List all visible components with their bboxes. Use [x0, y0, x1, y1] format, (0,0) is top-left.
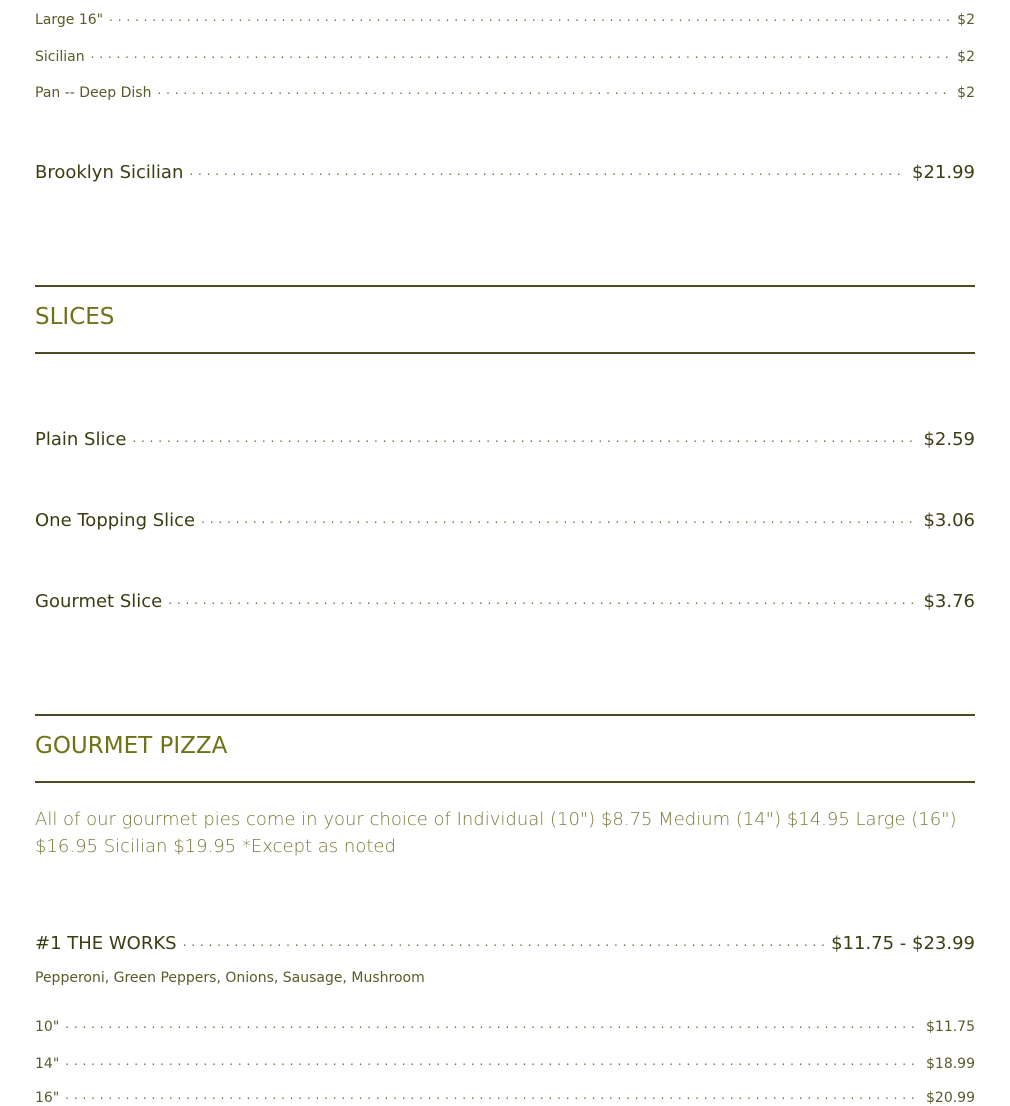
dot-leader [65, 1088, 920, 1102]
item-price: $3.76 [923, 591, 975, 612]
dot-leader [183, 931, 826, 949]
menu-item-gourmet-slice [35, 589, 975, 612]
dot-leader [157, 83, 951, 97]
menu-item-one-topping-slice [35, 508, 975, 531]
size-name: 10" [35, 1019, 60, 1035]
item-price: $2 [957, 12, 975, 28]
menu-item-large-16 [35, 10, 975, 28]
gourmet-intro-text: All of our gourmet pies come in your choice of Individual (10") $8.75 Medium (14") $14.95 Large (16") $16.95 Sicilian $19.95 *Except as noted [35, 809, 957, 857]
menu-item-pan-deep-dish [35, 83, 975, 101]
item-name: Sicilian [35, 49, 85, 65]
dot-leader [189, 160, 906, 178]
menu-item-the-works [35, 931, 975, 954]
item-name: Large 16" [35, 12, 104, 28]
item-name: One Topping Slice [35, 510, 196, 531]
size-price: $11.75 [926, 1019, 975, 1035]
size-price: $20.99 [926, 1090, 975, 1106]
item-name: Brooklyn Sicilian [35, 162, 184, 183]
size-price: $18.99 [926, 1056, 975, 1072]
item-price: $21.99 [912, 162, 975, 183]
item-price: $3.06 [923, 510, 975, 531]
size-name: 14" [35, 1056, 60, 1072]
item-price: $2 [957, 85, 975, 101]
dot-leader [109, 10, 951, 24]
item-price: $2.59 [923, 429, 975, 450]
item-name: #1 THE WORKS [35, 933, 177, 954]
size-option-14 [35, 1054, 975, 1072]
item-description: Pepperoni, Green Peppers, Onions, Sausage, Mushroom [35, 970, 425, 986]
section-divider-bottom [35, 781, 975, 783]
dot-leader [168, 589, 917, 607]
size-option-10 [35, 1017, 975, 1035]
size-option-16 [35, 1088, 975, 1106]
item-name: Gourmet Slice [35, 591, 163, 612]
menu-item-plain-slice [35, 427, 975, 450]
section-divider-top [35, 285, 975, 287]
dot-leader [91, 47, 952, 61]
size-name: 16" [35, 1090, 60, 1106]
section-divider-top [35, 714, 975, 716]
section-title-gourmet-pizza: GOURMET PIZZA [35, 733, 228, 759]
item-price: $11.75 - $23.99 [831, 933, 975, 954]
section-title-slices: SLICES [35, 304, 115, 330]
menu-item-sicilian [35, 47, 975, 65]
item-price: $2 [957, 49, 975, 65]
dot-leader [65, 1017, 920, 1031]
menu-item-brooklyn-sicilian [35, 160, 975, 183]
dot-leader [65, 1054, 920, 1068]
item-name: Plain Slice [35, 429, 127, 450]
section-divider-bottom [35, 352, 975, 354]
dot-leader [201, 508, 917, 526]
dot-leader [132, 427, 917, 445]
item-name: Pan -- Deep Dish [35, 85, 152, 101]
